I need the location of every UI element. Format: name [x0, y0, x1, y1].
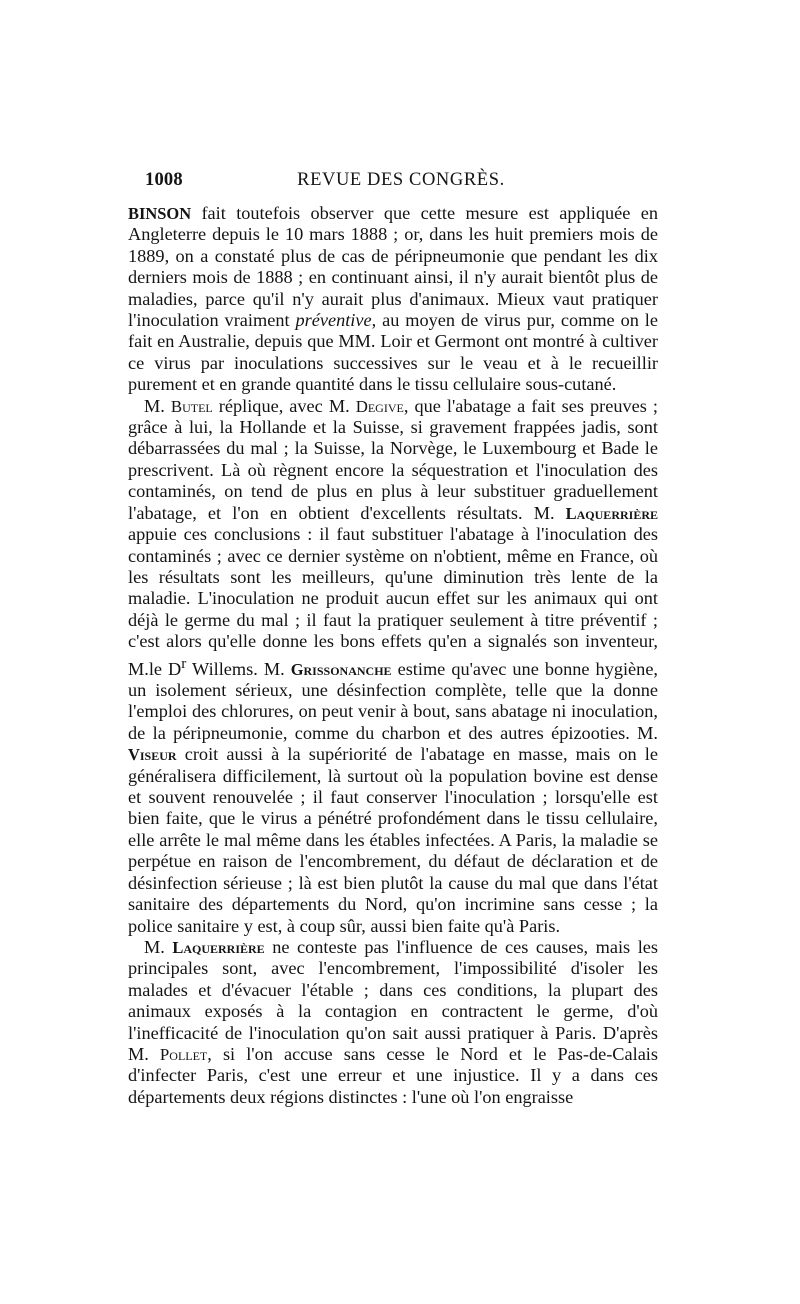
paragraph-2 — [128, 396, 658, 937]
text-run: M. — [144, 395, 171, 416]
person-name: Viseur — [128, 745, 177, 765]
person-name: Degive — [355, 396, 404, 416]
person-name: Pollet — [159, 1044, 208, 1064]
text-run: appuie ces conclusions : il faut substituer l'abatage à l'inoculation des contaminés ; avec ce dernier système on n'obtient, même en France, où les résultats sont les meilleurs, qu'une diminution très lente de la maladie. L'inoculation ne produit aucun effet sur les animaux qui ont déjà le germe du mal ; il faut la pratiquer seulement à titre préventif ; c'est alors qu'elle donne les bons effets qu'en a signalés son inventeur, M.le D — [128, 524, 658, 679]
paragraph-1 — [128, 203, 658, 396]
text-run: estime qu'avec une bonne hygiène, un isolement sérieux, une désinfection complète, telle que la donne l'emploi des chlorures, on peut venir à bout, sans abatage ni inoculation, de la péripneumonie, comme du charbon et des autres épizooties. M. — [128, 658, 658, 743]
person-name: Laquerrière — [172, 937, 265, 957]
text-run: , que l'abatage a fait ses preuves ; grâce à lui, la Hollande et la Suisse, si gravement frappées jadis, sont débarrassées du mal ; la Suisse, la Norvège, le Luxembourg et Bade le prescrivent. Là où règnent encore la séquestration et l'inoculation des contaminés, on tend de plus en plus à leur substituer graduellement l'abatage, et l'on en obtient d'excellents résultats. M. — [128, 395, 658, 523]
person-name: Grissonanche — [290, 659, 392, 679]
text-run: M. — [144, 936, 173, 957]
text-run: fait toutefois observer que cette mesure est appliquée en Angleterre depuis le 10 mars 1888 ; or, dans les huit premiers mois de 1889, on a constaté plus de cas de péripneumonie que pendant les dix derniers mois de 1888 ; en continuant ainsi, il n'y aurait bientôt plus de maladies, parce qu'il n'y aurait plus d'animaux. Mieux vaut pratiquer l'inoculation vraiment — [128, 203, 658, 331]
page-number: 1008 — [145, 170, 183, 190]
person-name: BINSON — [128, 204, 192, 223]
emphasis: préventive — [295, 310, 372, 331]
text-run: réplique, avec M. — [212, 395, 356, 416]
person-name: Butel — [170, 396, 213, 416]
superscript: r — [181, 654, 187, 672]
running-header — [145, 170, 657, 196]
text-run: Willems. M. — [186, 658, 291, 679]
running-title: REVUE DES CONGRÈS. — [297, 170, 505, 190]
paragraph-3 — [128, 937, 658, 1108]
text-run: croit aussi à la supériorité de l'abatage en masse, mais on le généralisera difficilement, là surtout où la population bovine est dense et souvent renouvelée ; il faut conserver l'inoculation ; lorsqu'elle est bien faite, que le virus a pénétré profondément dans le tissu cellulaire, elle arrête le mal même dans les étables infectées. A Paris, la maladie se perpétue en raison de l'encombrement, du défaut de déclaration et de désinfection sérieuse ; là est bien plutôt la cause du mal que dans l'état sanitaire des départements du Nord, qu'on incrimine sans cesse ; la police sanitaire y est, à coup sûr, aussi bien faite qu'à Paris. — [128, 744, 658, 936]
body-text — [128, 203, 658, 1108]
text-run: , au moyen de virus pur, comme on le fait en Australie, depuis que MM. Loir et Germont ont montré à cultiver ce virus par inoculations successives sur le veau et à le recueillir purement et en grande quantité dans le tissu cellulaire sous-cutané. — [128, 310, 658, 395]
text-run: , si l'on accuse sans cesse le Nord et le Pas-de-Calais d'infecter Paris, c'est une erreur et une injustice. Il y a dans ces départements deux régions distinctes : l'une où l'on engraisse — [128, 1043, 658, 1107]
text-run: ne conteste pas l'influence de ces causes, mais les principales sont, avec l'encombrement, l'impossibilité d'isoler les malades et d'évacuer l'étable ; dans ces conditions, la plupart des animaux exposés à la contagion en contractent le germe, d'où l'inefficacité de l'inoculation qu'on sait aussi pratiquer à Paris. D'après M. — [128, 936, 659, 1064]
person-name: Laquerrière — [565, 503, 658, 523]
